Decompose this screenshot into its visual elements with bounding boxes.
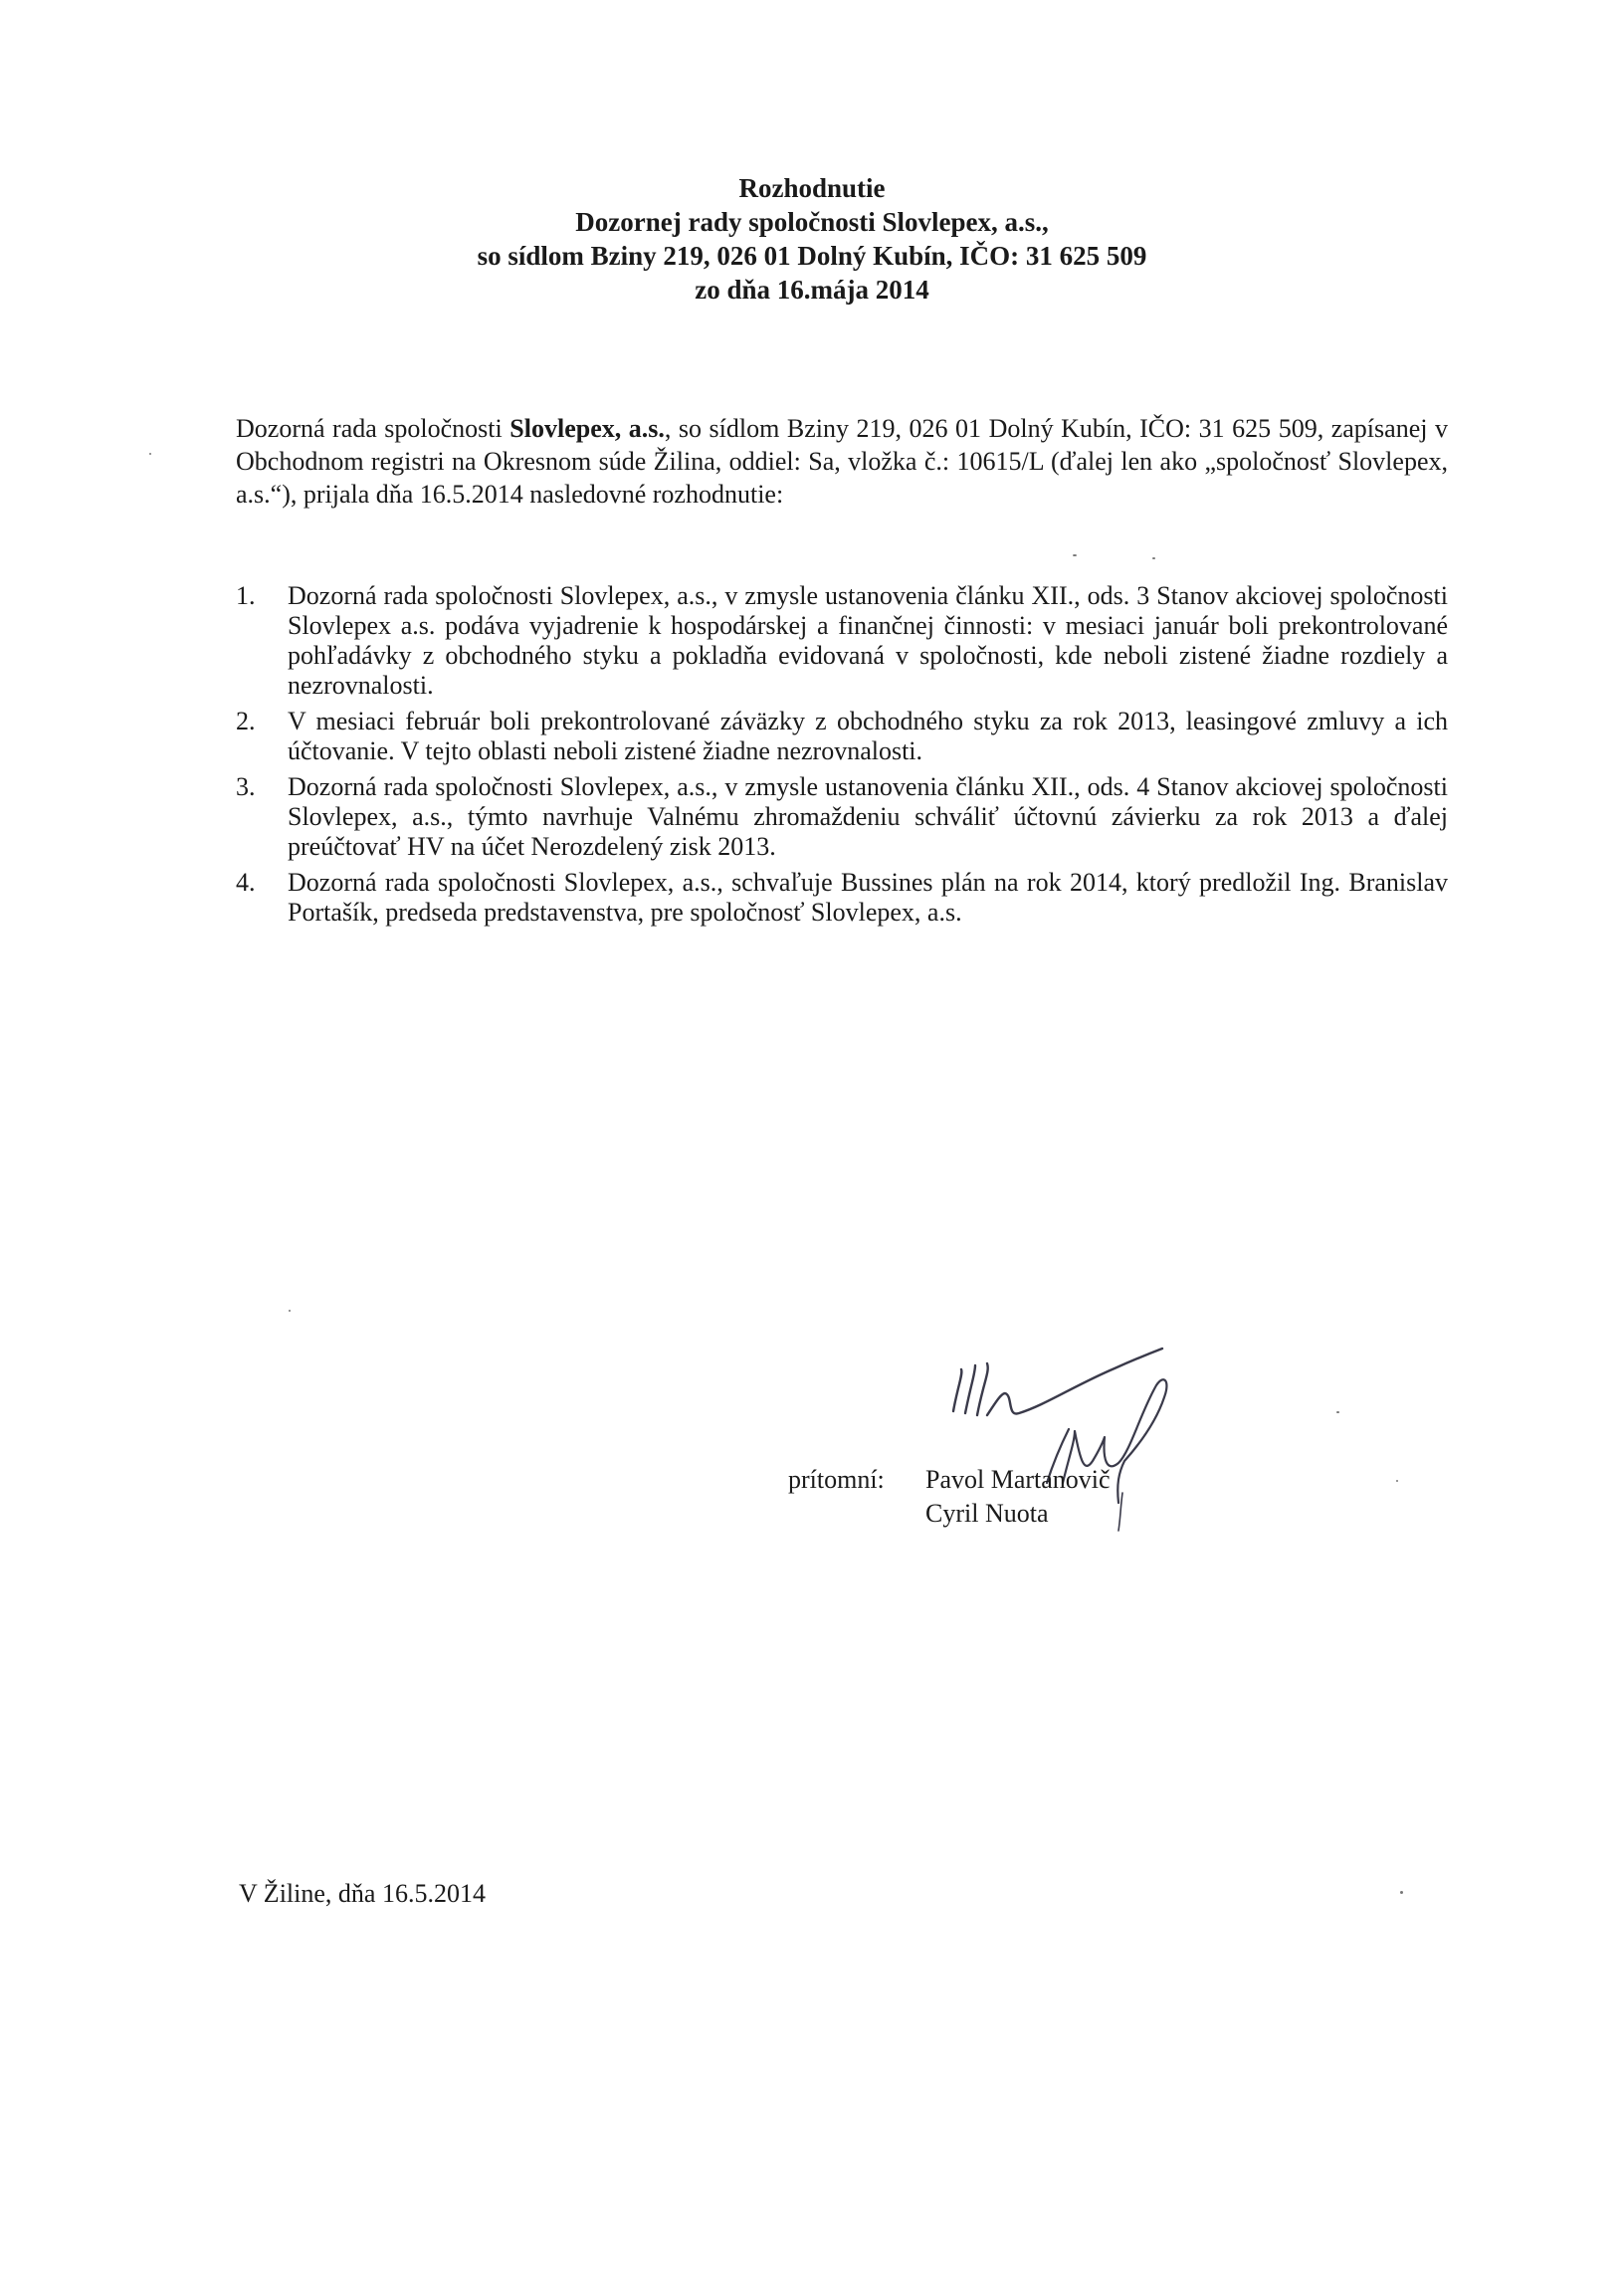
decision-items [236, 581, 1448, 934]
list-item [236, 868, 1448, 928]
place-and-date: V Žiline, dňa 16.5.2014 [239, 1879, 486, 1908]
document-header [0, 171, 1624, 307]
scan-speck [289, 1310, 291, 1312]
present-label: prítomní: [788, 1465, 885, 1494]
header-date: zo dňa 16.mája 2014 [695, 275, 929, 305]
header-title: Rozhodnutie [738, 173, 886, 203]
scan-speck [1336, 1411, 1339, 1413]
header-subtitle: Dozornej rady spoločnosti Slovlepex, a.s., [575, 207, 1049, 237]
scan-speck [1396, 1480, 1398, 1482]
item-number: 4. [236, 868, 256, 897]
header-address: so sídlom Bziny 219, 026 01 Dolný Kubín, IČO: 31 625 509 [477, 241, 1147, 271]
item-number: 1. [236, 581, 256, 610]
scan-speck [1400, 1891, 1403, 1894]
item-text: V mesiaci február boli prekontrolované záväzky z obchodného styku za rok 2013, leasingové zmluvy a ich účtovanie. V tejto oblasti neboli zistené žiadne nezrovnalosti. [288, 707, 1448, 765]
list-item [236, 772, 1448, 862]
item-text: Dozorná rada spoločnosti Slovlepex, a.s., schvaľuje Bussines plán na rok 2014, ktorý predložil Ing. Branislav Portašík, predseda predstavenstva, pre spoločnosť Slovlepex, a.s. [288, 868, 1448, 927]
list-item [236, 581, 1448, 701]
scan-speck [149, 453, 151, 455]
signature-row-1 [788, 1463, 1111, 1497]
item-text: Dozorná rada spoločnosti Slovlepex, a.s., v zmysle ustanovenia článku XII., ods. 3 Stanov akciovej spoločnosti Slovlepex a.s. podáva vyjadrenie k hospodárskej a finančnej činnosti: v mesiaci január boli prekontrolované pohľadávky z obchodného styku a pokladňa evidovaná v spoločnosti, kde neboli zistené žiadne rozdiely a nezrovnalosti. [288, 581, 1448, 700]
intro-company-name: Slovlepex, a.s. [509, 414, 665, 443]
intro-paragraph [236, 412, 1448, 511]
item-text: Dozorná rada spoločnosti Slovlepex, a.s., v zmysle ustanovenia článku XII., ods. 4 Stanov akciovej spoločnosti Slovlepex, a.s., týmto navrhuje Valnému zhromaždeniu schváliť účtovnú závierku za rok 2013 a ďalej preúčtovať HV na účet Nerozdelený zisk 2013. [288, 772, 1448, 861]
signature-stroke-1 [953, 1349, 1162, 1415]
list-item [236, 707, 1448, 766]
scan-speck [1073, 554, 1077, 556]
signature-row-2 [788, 1497, 1111, 1531]
member-name-1: Pavol Martanovič [925, 1465, 1111, 1494]
signature-block [788, 1463, 1111, 1531]
scan-speck [1152, 557, 1155, 559]
item-number: 2. [236, 707, 256, 735]
item-number: 3. [236, 772, 256, 801]
intro-prefix: Dozorná rada spoločnosti [236, 414, 510, 443]
member-name-2: Cyril Nuota [925, 1499, 1049, 1528]
intro-suffix: , so sídlom Bziny 219, 026 01 Dolný Kubín, IČO: 31 625 509, zapísanej v Obchodnom registri na Okresnom súde Žilina, oddiel: Sa, vložka č.: 10615/L (ďalej len ako „spoločnosť Slovlepex, a.s.“), prijala dňa 16.5.2014 nasledovné rozhodnutie: [236, 414, 1448, 509]
